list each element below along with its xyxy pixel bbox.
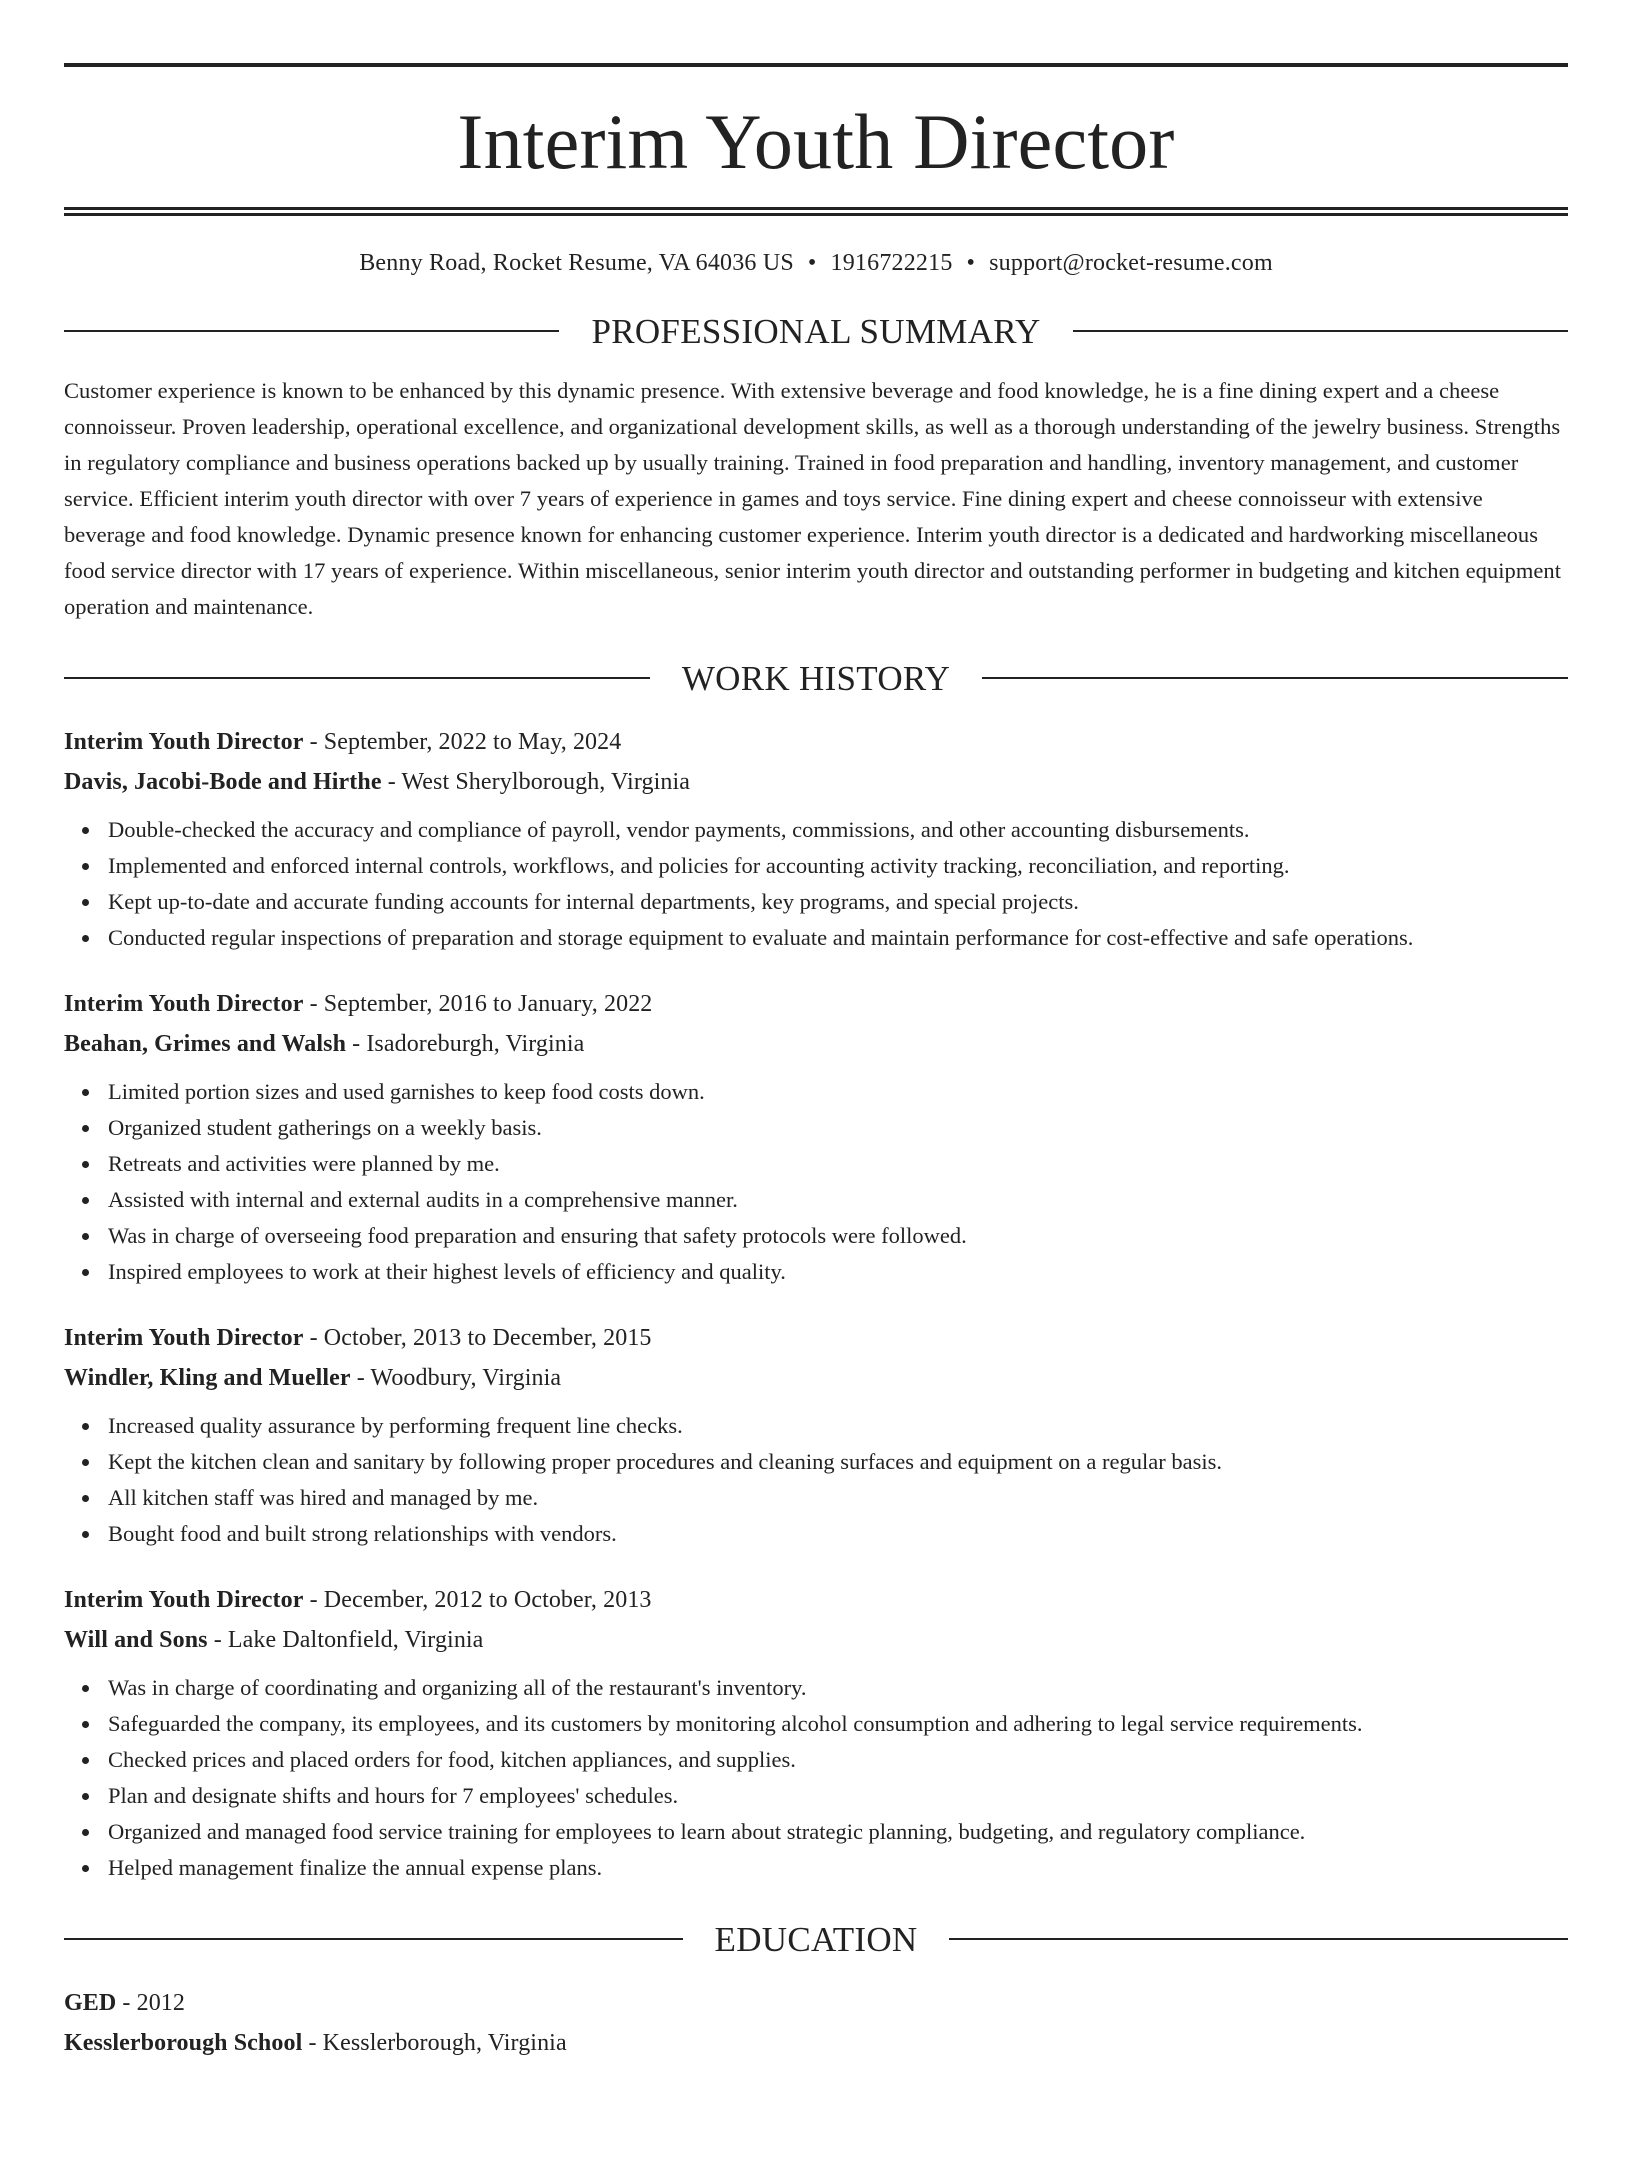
job-role: Interim Youth Director: [64, 1324, 304, 1351]
job-bullet: Kept the kitchen clean and sanitary by following proper procedures and cleaning surfaces and equipment on a regular basis.: [108, 1444, 1568, 1480]
job-title-line: [64, 1580, 1568, 1620]
job-entry: [64, 1580, 1568, 1886]
heading-rule-left: [64, 330, 559, 332]
job-bullet: Assisted with internal and external audits in a comprehensive manner.: [108, 1182, 1568, 1218]
job-bullet: Bought food and built strong relationships with vendors.: [108, 1516, 1568, 1552]
education-year: - 2012: [116, 1989, 186, 2016]
job-title-line: [64, 722, 1568, 762]
job-bullet: Double-checked the accuracy and compliance of payroll, vendor payments, commissions, and other accounting disbursements.: [108, 812, 1568, 848]
job-role: Interim Youth Director: [64, 728, 304, 755]
education-school-line: [64, 2023, 1568, 2063]
heading-rule-right: [949, 1938, 1568, 1940]
job-bullet: Kept up-to-date and accurate funding accounts for internal departments, key programs, and special projects.: [108, 884, 1568, 920]
job-bullet: Helped management finalize the annual expense plans.: [108, 1850, 1568, 1886]
work-title: WORK HISTORY: [681, 658, 951, 698]
summary-text: Customer experience is known to be enhanced by this dynamic presence. With extensive beverage and food knowledge, he is a fine dining expert and a cheese connoisseur. Proven leadership, operational excellence, and organizational development skills, as well as a thorough understanding of the jewelry business. Strengths in regulatory compliance and business operations backed up by usually training. Trained in food preparation and handling, inventory management, and customer service. Efficient interim youth director with over 7 years of experience in games and toys service. Fine dining expert and cheese connoisseur with extensive beverage and food knowledge. Dynamic presence known for enhancing customer experience. Interim youth director is a dedicated and hardworking miscellaneous food service director with 17 years of experience. Within miscellaneous, senior interim youth director and outstanding performer in budgeting and kitchen equipment operation and maintenance.: [64, 377, 1562, 619]
education-degree: GED: [64, 1989, 117, 2016]
job-location: - West Sherylborough, Virginia: [381, 768, 690, 795]
job-entry: [64, 722, 1568, 956]
job-bullets: [64, 1408, 1568, 1552]
contact-phone: 1916722215: [830, 250, 953, 276]
job-company: Davis, Jacobi-Bode and Hirthe: [64, 768, 382, 795]
job-bullets: [64, 1670, 1568, 1886]
job-bullet: Inspired employees to work at their highest levels of efficiency and quality.: [108, 1254, 1568, 1290]
job-role: Interim Youth Director: [64, 1586, 304, 1613]
job-bullet: All kitchen staff was hired and managed by me.: [108, 1480, 1568, 1516]
contact-email: support@rocket-resume.com: [989, 250, 1273, 276]
job-title-line: [64, 1318, 1568, 1358]
resume-page: [0, 63, 1632, 2175]
job-role: Interim Youth Director: [64, 990, 304, 1017]
contact-separator: •: [807, 250, 817, 276]
job-company-line: [64, 1358, 1568, 1398]
job-bullet: Safeguarded the company, its employees, and its customers by monitoring alcohol consumption and adhering to legal service requirements.: [108, 1706, 1568, 1742]
work-heading: [64, 658, 1568, 698]
job-dates: - September, 2016 to January, 2022: [303, 990, 653, 1017]
job-entry: [64, 984, 1568, 1290]
job-company-line: [64, 762, 1568, 802]
heading-rule-left: [64, 1938, 683, 1940]
job-company: Beahan, Grimes and Walsh: [64, 1030, 347, 1057]
job-location: - Lake Daltonfield, Virginia: [207, 1626, 484, 1653]
summary-heading: [64, 311, 1568, 351]
job-bullet: Conducted regular inspections of preparation and storage equipment to evaluate and maintain performance for cost-effective and safe operations.: [108, 920, 1568, 956]
top-rule: [64, 63, 1568, 67]
job-dates: - December, 2012 to October, 2013: [303, 1586, 652, 1613]
job-bullet: Organized student gatherings on a weekly basis.: [108, 1110, 1568, 1146]
job-dates: - October, 2013 to December, 2015: [303, 1324, 652, 1351]
job-bullet: Was in charge of coordinating and organizing all of the restaurant's inventory.: [108, 1670, 1568, 1706]
job-bullet: Limited portion sizes and used garnishes to keep food costs down.: [108, 1074, 1568, 1110]
job-company-line: [64, 1024, 1568, 1064]
contact-separator: •: [966, 250, 976, 276]
job-company: Windler, Kling and Mueller: [64, 1364, 351, 1391]
summary-title: PROFESSIONAL SUMMARY: [591, 311, 1041, 351]
education-location: - Kesslerborough, Virginia: [302, 2029, 567, 2056]
job-bullets: [64, 812, 1568, 956]
job-bullet: Checked prices and placed orders for food, kitchen appliances, and supplies.: [108, 1742, 1568, 1778]
job-bullet: Was in charge of overseeing food preparation and ensuring that safety protocols were followed.: [108, 1218, 1568, 1254]
heading-rule-left: [64, 677, 650, 679]
education-school: Kesslerborough School: [64, 2029, 303, 2056]
education-title: EDUCATION: [714, 1919, 918, 1959]
job-company-line: [64, 1620, 1568, 1660]
education-degree-line: [64, 1983, 1568, 2023]
heading-rule-right: [1073, 330, 1568, 332]
job-bullet: Increased quality assurance by performing frequent line checks.: [108, 1408, 1568, 1444]
job-bullets: [64, 1074, 1568, 1290]
contact-line: [64, 249, 1568, 278]
job-bullet: Plan and designate shifts and hours for 7 employees' schedules.: [108, 1778, 1568, 1814]
job-bullet: Retreats and activities were planned by me.: [108, 1146, 1568, 1182]
job-entry: [64, 1318, 1568, 1552]
header-double-rule: [64, 207, 1568, 216]
job-title-line: [64, 984, 1568, 1024]
job-dates: - September, 2022 to May, 2024: [303, 728, 622, 755]
job-location: - Isadoreburgh, Virginia: [346, 1030, 585, 1057]
job-location: - Woodbury, Virginia: [350, 1364, 562, 1391]
resume-name: Interim Youth Director: [457, 98, 1175, 185]
education-entry: [64, 1983, 1568, 2063]
job-bullet: Implemented and enforced internal controls, workflows, and policies for accounting activity tracking, reconciliation, and reporting.: [108, 848, 1568, 884]
education-heading: [64, 1919, 1568, 1959]
contact-address: Benny Road, Rocket Resume, VA 64036 US: [359, 250, 794, 276]
heading-rule-right: [982, 677, 1568, 679]
job-company: Will and Sons: [64, 1626, 208, 1653]
job-bullet: Organized and managed food service training for employees to learn about strategic planning, budgeting, and regulatory compliance.: [108, 1814, 1568, 1850]
